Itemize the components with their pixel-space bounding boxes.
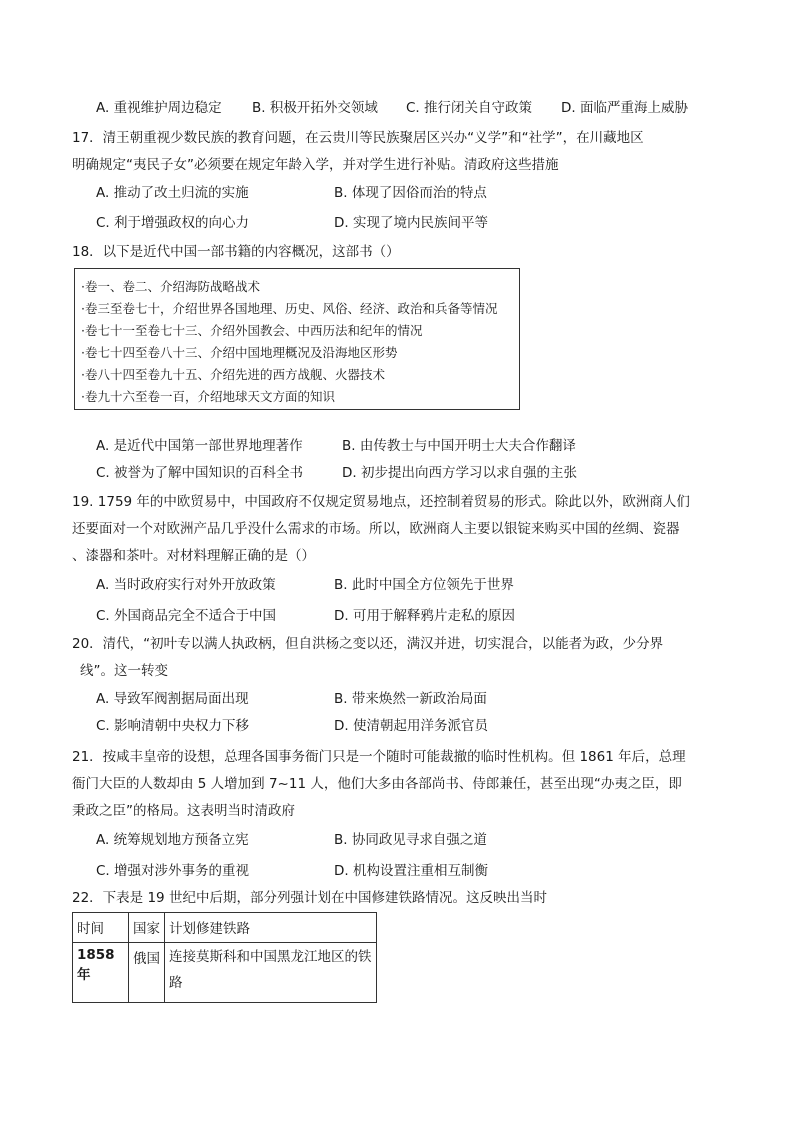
table-header-cell: 时间 — [73, 913, 129, 943]
q17-option-a: A. 推动了改土归流的实施 — [96, 185, 249, 201]
q19-option-b: B. 此时中国全方位领先于世界 — [334, 577, 514, 593]
q19-stem-line2: 还要面对一个对欧洲产品几乎没什么需求的市场。所以，欧洲商人主要以银锭来购买中国的丝绸、瓷器 — [72, 521, 680, 537]
q21-stem-line1: 21．按咸丰皇帝的设想，总理各国事务衙门只是一个随时可能裁撤的临时性机构。但 1861 年后，总理 — [72, 749, 686, 765]
q21-stem-line2: 衙门大臣的人数却由 5 人增加到 7~11 人，他们大多由各部尚书、侍郎兼任，甚至出现“办夷之臣，即 — [72, 776, 682, 792]
q21-option-c: C. 增强对涉外事务的重视 — [96, 863, 250, 879]
q17-option-b: B. 体现了因俗而治的特点 — [334, 185, 487, 201]
q19-stem-line1: 19. 1759 年的中欧贸易中，中国政府不仅规定贸易地点，还控制着贸易的形式。除此以外，欧洲商人们 — [72, 494, 690, 510]
q18-stem: 18．以下是近代中国一部书籍的内容概况，这部书（） — [72, 244, 400, 260]
q17-stem-line1: 17．清王朝重视少数民族的教育问题，在云贵川等民族聚居区兴办“义学”和“社学”，在川藏地区 — [72, 130, 644, 146]
table-row — [73, 943, 377, 1003]
q16-option-d: D. 面临严重海上威胁 — [561, 100, 688, 116]
q20-stem-line1: 20．清代，“初叶专以满人执政柄，但自洪杨之变以还，满汉并进，切实混合，以能者为政，少分界 — [72, 636, 664, 652]
q16-option-a: A. 重视维护周边稳定 — [96, 100, 222, 116]
q17-option-c: C. 利于增强政权的向心力 — [96, 215, 250, 231]
q18-option-b: B. 由传教士与中国开明士大夫合作翻译 — [342, 438, 576, 454]
q21-option-b: B. 协同政见寻求自强之道 — [334, 832, 487, 848]
q16-option-c: C. 推行闭关自守政策 — [406, 100, 533, 116]
table-header-cell: 国家 — [129, 913, 165, 943]
q20-option-c: C. 影响清朝中央权力下移 — [96, 718, 250, 734]
q16-option-b: B. 积极开拓外交领域 — [252, 100, 378, 116]
q18-box-line: ·卷三至卷七十，介绍世界各国地理、历史、风俗、经济、政治和兵备等情况 — [81, 301, 498, 316]
q18-box-line: ·卷一、卷二、介绍海防战略战术 — [81, 279, 260, 294]
q17-stem-line2: 明确规定“夷民子女”必须要在规定年龄入学，并对学生进行补贴。清政府这些措施 — [72, 157, 559, 173]
table-cell: 俄国 — [129, 943, 165, 1003]
q19-option-a: A. 当时政府实行对外开放政策 — [96, 577, 276, 593]
table-header-cell: 计划修建铁路 — [165, 913, 377, 943]
q18-box-line: ·卷九十六至卷一百，介绍地球天文方面的知识 — [81, 389, 335, 404]
table-header-row — [73, 913, 377, 943]
q19-option-d: D. 可用于解释鸦片走私的原因 — [334, 608, 515, 624]
q18-box-line: ·卷八十四至卷九十五、介绍先进的西方战舰、火器技术 — [81, 367, 385, 382]
q19-option-c: C. 外国商品完全不适合于中国 — [96, 608, 277, 624]
table-cell: 连接莫斯科和中国黑龙江地区的铁路 — [165, 943, 377, 1003]
q22-railway-table — [72, 912, 377, 1003]
q22-stem: 22．下表是 19 世纪中后期，部分列强计划在中国修建铁路情况。这反映出当时 — [72, 890, 547, 906]
q21-stem-line3: 秉政之臣”的格局。这表明当时清政府 — [72, 803, 295, 819]
q18-option-a: A. 是近代中国第一部世界地理著作 — [96, 438, 303, 454]
q20-option-b: B. 带来焕然一新政治局面 — [334, 691, 487, 707]
q18-option-c: C. 被誉为了解中国知识的百科全书 — [96, 465, 304, 481]
q18-option-d: D. 初步提出向西方学习以求自强的主张 — [342, 465, 577, 481]
table-cell: 1858 年 — [73, 943, 129, 1003]
q20-stem-line2: 线”。这一转变 — [80, 663, 168, 679]
q21-option-d: D. 机构设置注重相互制衡 — [334, 863, 488, 879]
q19-stem-line3: 、漆器和茶叶。对材料理解正确的是（） — [72, 548, 315, 564]
q18-box-line: ·卷七十四至卷八十三、介绍中国地理概况及沿海地区形势 — [81, 345, 398, 360]
q20-option-d: D. 使清朝起用洋务派官员 — [334, 718, 488, 734]
q20-option-a: A. 导致军阀割据局面出现 — [96, 691, 249, 707]
q18-box-line: ·卷七十一至卷七十三、介绍外国教会、中西历法和纪年的情况 — [81, 323, 423, 338]
q17-option-d: D. 实现了境内民族间平等 — [334, 215, 488, 231]
q18-content-box — [74, 268, 520, 410]
q21-option-a: A. 统筹规划地方预备立宪 — [96, 832, 249, 848]
